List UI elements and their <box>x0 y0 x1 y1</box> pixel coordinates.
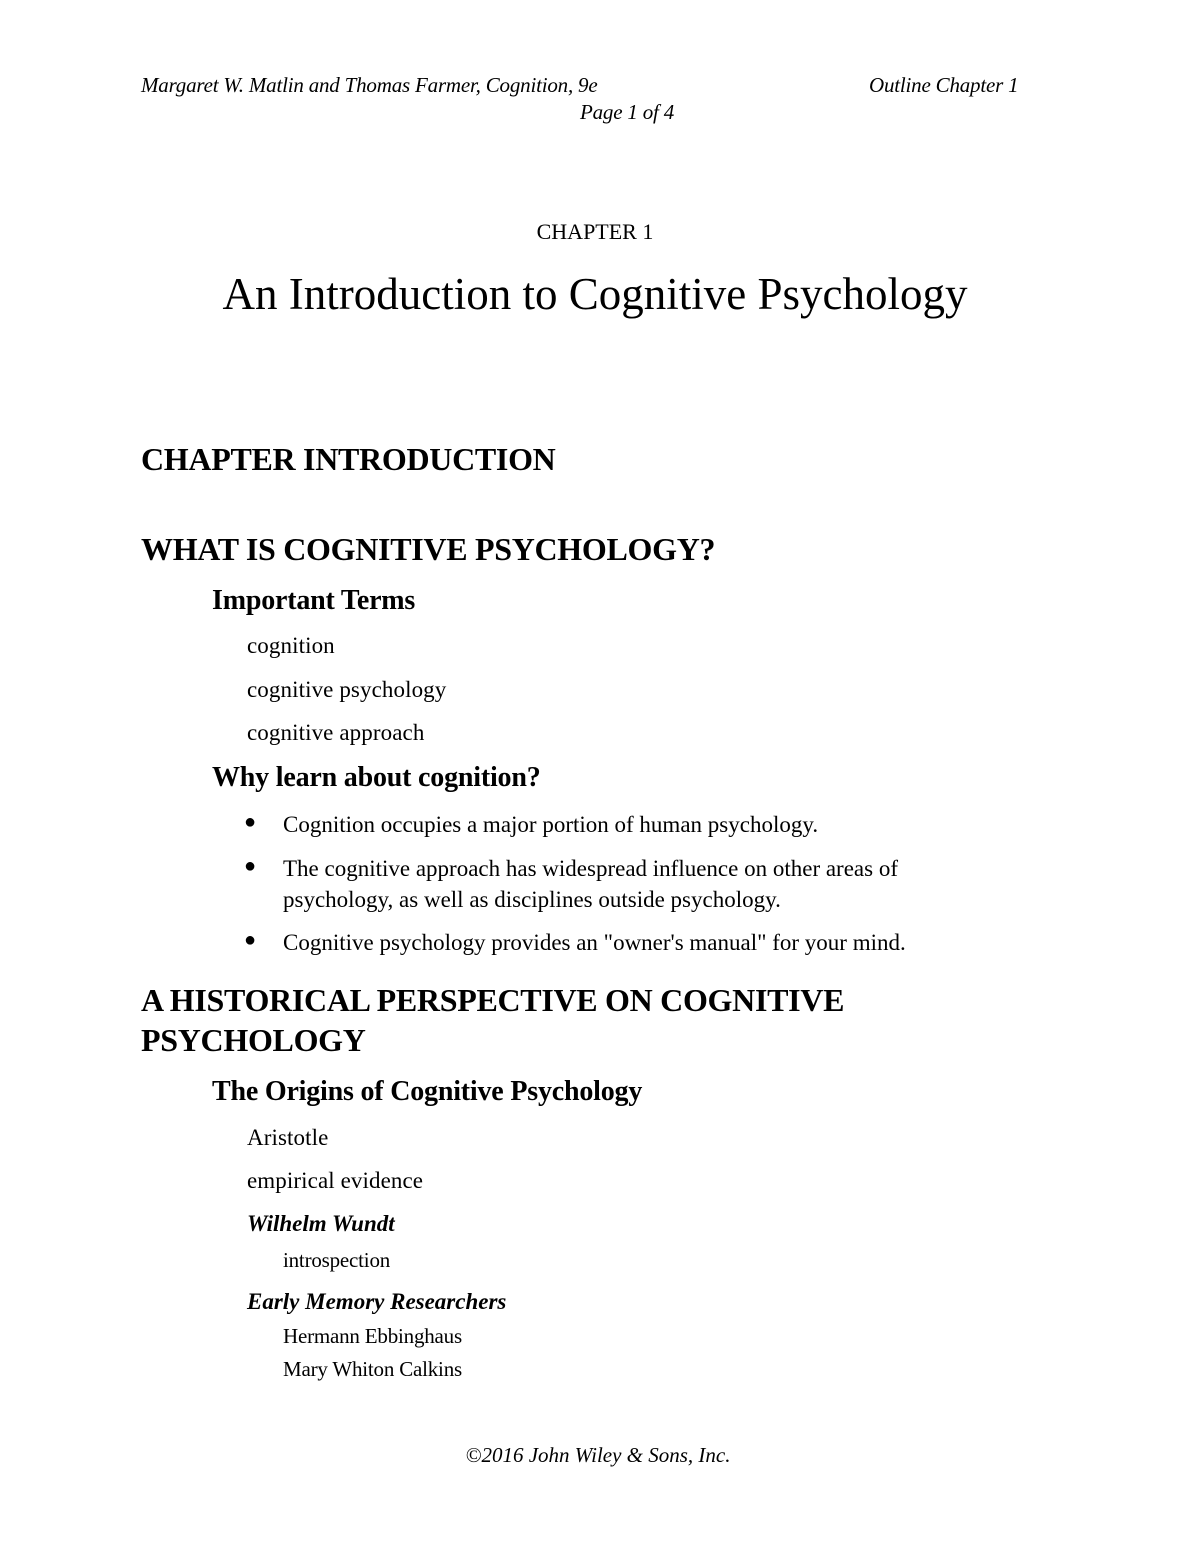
bullet-icon: ● <box>244 855 257 877</box>
header-page-number: Page 1 of 4 <box>580 100 675 124</box>
term-item: cognition <box>247 633 335 658</box>
sub-item: Mary Whiton Calkins <box>283 1357 462 1381</box>
header-book-citation: Margaret W. Matlin and Thomas Farmer, Cognition, 9e <box>141 73 598 97</box>
sub-item: Hermann Ebbinghaus <box>283 1324 462 1348</box>
bullet-icon: ● <box>244 929 257 951</box>
origin-item: empirical evidence <box>247 1168 424 1193</box>
chapter-title: An Introduction to Cognitive Psychology <box>222 269 968 319</box>
heading-what-is-cognitive-psychology: WHAT IS COGNITIVE PSYCHOLOGY? <box>141 531 716 567</box>
bullet-icon: ● <box>244 811 257 833</box>
heading-why-learn: Why learn about cognition? <box>212 762 541 793</box>
bullet-item-continuation: psychology, as well as disciplines outside psychology. <box>283 887 781 912</box>
footer-copyright: ©2016 John Wiley & Sons, Inc. <box>465 1443 731 1467</box>
sub-item: introspection <box>283 1248 391 1272</box>
header-outline-label: Outline Chapter 1 <box>869 73 1019 97</box>
heading-important-terms: Important Terms <box>212 585 416 616</box>
bullet-item: Cognition occupies a major portion of human psychology. <box>283 812 819 837</box>
heading-historical-perspective: A HISTORICAL PERSPECTIVE ON COGNITIVE <box>141 982 845 1018</box>
origin-item: Aristotle <box>247 1125 329 1150</box>
chapter-label: CHAPTER 1 <box>536 219 654 244</box>
term-item: cognitive psychology <box>247 677 447 702</box>
heading-historical-perspective-line2: PSYCHOLOGY <box>141 1022 366 1058</box>
bullet-item: The cognitive approach has widespread influence on other areas of <box>283 856 898 881</box>
heading-chapter-introduction: CHAPTER INTRODUCTION <box>141 441 556 477</box>
bullet-item: Cognitive psychology provides an "owner's manual" for your mind. <box>283 930 906 955</box>
heading-early-memory-researchers: Early Memory Researchers <box>247 1289 507 1314</box>
heading-wilhelm-wundt: Wilhelm Wundt <box>247 1211 395 1236</box>
term-item: cognitive approach <box>247 720 425 745</box>
heading-origins: The Origins of Cognitive Psychology <box>212 1076 643 1107</box>
